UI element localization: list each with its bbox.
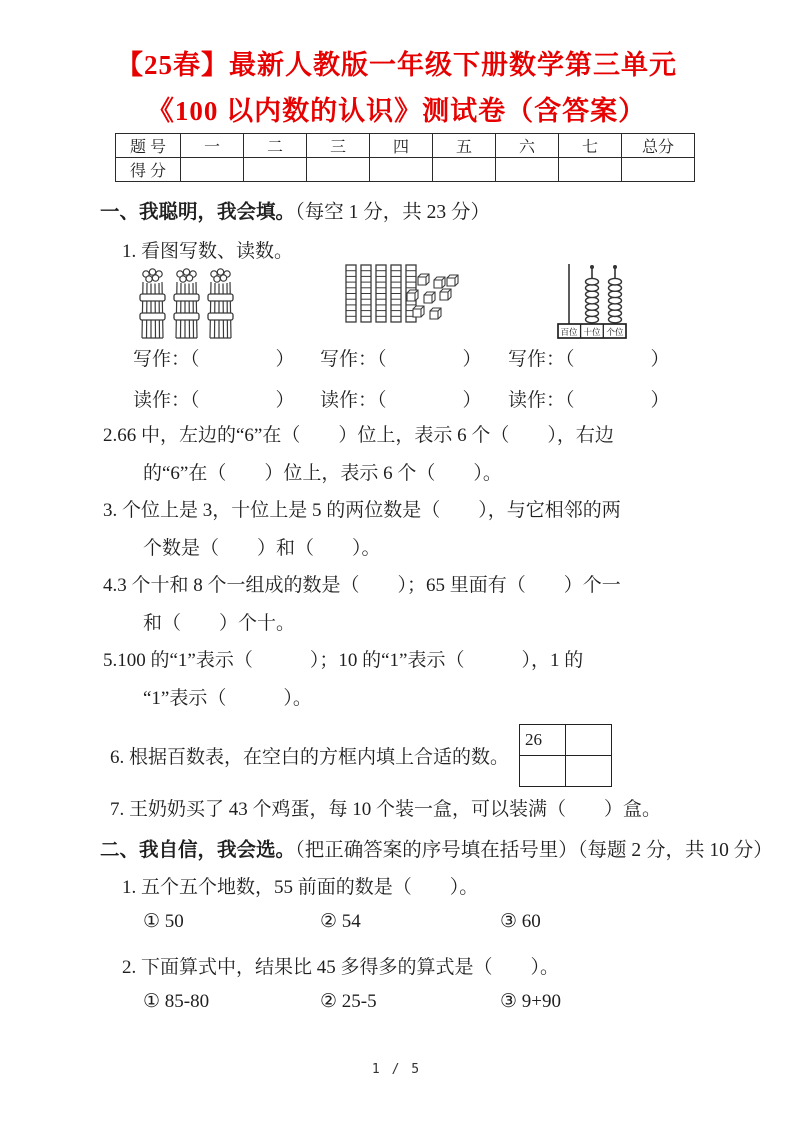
score-cell bbox=[181, 158, 244, 182]
score-cell bbox=[559, 158, 622, 182]
score-col-7: 七 bbox=[559, 134, 622, 158]
score-col-5: 五 bbox=[433, 134, 496, 158]
score-table-score-row bbox=[116, 158, 695, 182]
score-row-label: 得 分 bbox=[116, 158, 181, 182]
question-2-line-2: 的“6”在（ ）位上，表示 6 个（ ）。 bbox=[143, 462, 502, 484]
svg-text:个位: 个位 bbox=[606, 326, 624, 337]
write-blank-1: 写作：（ ） bbox=[133, 349, 295, 370]
hundred-chart-grid bbox=[519, 724, 612, 787]
choice-question-2: 2. 下面算式中，结果比 45 多得多的算式是（ ）。 bbox=[122, 957, 560, 978]
score-col-total: 总分 bbox=[622, 134, 695, 158]
question-6-text: 6. 根据百数表，在空白的方框内填上合适的数。 bbox=[110, 747, 510, 768]
read-blank-1: 读作：（ ） bbox=[133, 390, 295, 411]
option-1: ① 50 bbox=[143, 911, 184, 932]
score-col-3: 三 bbox=[307, 134, 370, 158]
score-cell bbox=[622, 158, 695, 182]
question-4-line-1: 4.3 个十和 8 个一组成的数是（ ）；65 里面有（ ）个一 bbox=[103, 575, 621, 596]
option-2: ② 54 bbox=[320, 911, 361, 932]
score-table-corner: 题 号 bbox=[116, 134, 181, 158]
score-cell bbox=[496, 158, 559, 182]
score-cell bbox=[433, 158, 496, 182]
section-2-heading-note: （把正确答案的序号填在括号里）（每题 2 分，共 10 分） bbox=[295, 840, 773, 861]
question-6 bbox=[110, 724, 612, 787]
grid-cell-blank bbox=[520, 756, 566, 787]
score-cell bbox=[370, 158, 433, 182]
question-1-text: 1. 看图写数、读数。 bbox=[122, 241, 294, 262]
grid-cell-blank bbox=[566, 756, 612, 787]
score-col-4: 四 bbox=[370, 134, 433, 158]
question-3-line-1: 3. 个位上是 3，十位上是 5 的两位数是（ ），与它相邻的两 bbox=[103, 500, 621, 521]
stick-bundles-illustration bbox=[137, 266, 235, 342]
unit-cubes-illustration bbox=[400, 272, 462, 326]
choice-question-2-options bbox=[143, 990, 561, 1013]
page-number: 1 / 5 bbox=[371, 1062, 422, 1077]
choice-question-1: 1. 五个五个地数，55 前面的数是（ ）。 bbox=[122, 877, 479, 898]
read-number-row bbox=[133, 385, 713, 412]
page-title-line1: 【25春】最新人教版一年级下册数学第三单元 bbox=[116, 50, 677, 80]
fill-in-questions bbox=[103, 417, 723, 717]
section-2-heading-text: 二、我自信，我会选。 bbox=[100, 840, 296, 861]
question-5-line-2: “1”表示（ ）。 bbox=[143, 687, 312, 709]
question-7: 7. 王奶奶买了 43 个鸡蛋，每 10 个装一盒，可以装满（ ）盒。 bbox=[110, 799, 662, 820]
grid-cell-filled: 26 bbox=[520, 725, 566, 756]
score-col-1: 一 bbox=[181, 134, 244, 158]
write-blank-2: 写作：（ ） bbox=[320, 349, 482, 370]
score-col-6: 六 bbox=[496, 134, 559, 158]
question-3-line-2: 个数是（ ）和（ ）。 bbox=[143, 537, 381, 559]
page-title bbox=[0, 42, 793, 134]
option-3: ③ 60 bbox=[500, 911, 541, 932]
question-4-line-2: 和（ ）个十。 bbox=[143, 612, 296, 634]
grid-cell-blank bbox=[566, 725, 612, 756]
write-number-row bbox=[133, 344, 713, 371]
score-table bbox=[115, 133, 695, 182]
score-cell bbox=[307, 158, 370, 182]
page-title-line2: 《100 以内数的认识》测试卷（含答案） bbox=[146, 96, 647, 126]
option-2: ② 25-5 bbox=[320, 991, 377, 1012]
score-cell bbox=[244, 158, 307, 182]
option-3: ③ 9+90 bbox=[500, 991, 561, 1012]
abacus-illustration bbox=[557, 262, 627, 345]
section-1-heading-text: 一、我聪明，我会填。 bbox=[100, 202, 296, 223]
section-1-heading-note: （每空 1 分，共 23 分） bbox=[295, 202, 491, 223]
svg-text:百位: 百位 bbox=[560, 326, 578, 337]
score-col-2: 二 bbox=[244, 134, 307, 158]
score-table-header-row bbox=[116, 134, 695, 158]
read-blank-2: 读作：（ ） bbox=[320, 390, 482, 411]
read-blank-3: 读作：（ ） bbox=[508, 390, 670, 411]
svg-text:十位: 十位 bbox=[583, 326, 601, 337]
question-2-line-1: 2.66 中，左边的“6”在（ ）位上，表示 6 个（ ），右边 bbox=[103, 425, 614, 446]
write-blank-3: 写作：（ ） bbox=[508, 349, 670, 370]
choice-question-1-options bbox=[143, 910, 541, 933]
option-1: ① 85-80 bbox=[143, 991, 210, 1012]
question-5-line-1: 5.100 的“1”表示（ ）；10 的“1”表示（ ），1 的 bbox=[103, 650, 584, 671]
section-2-heading bbox=[100, 836, 773, 866]
question-1-illustrations bbox=[135, 262, 675, 350]
section-1-heading bbox=[100, 198, 490, 228]
